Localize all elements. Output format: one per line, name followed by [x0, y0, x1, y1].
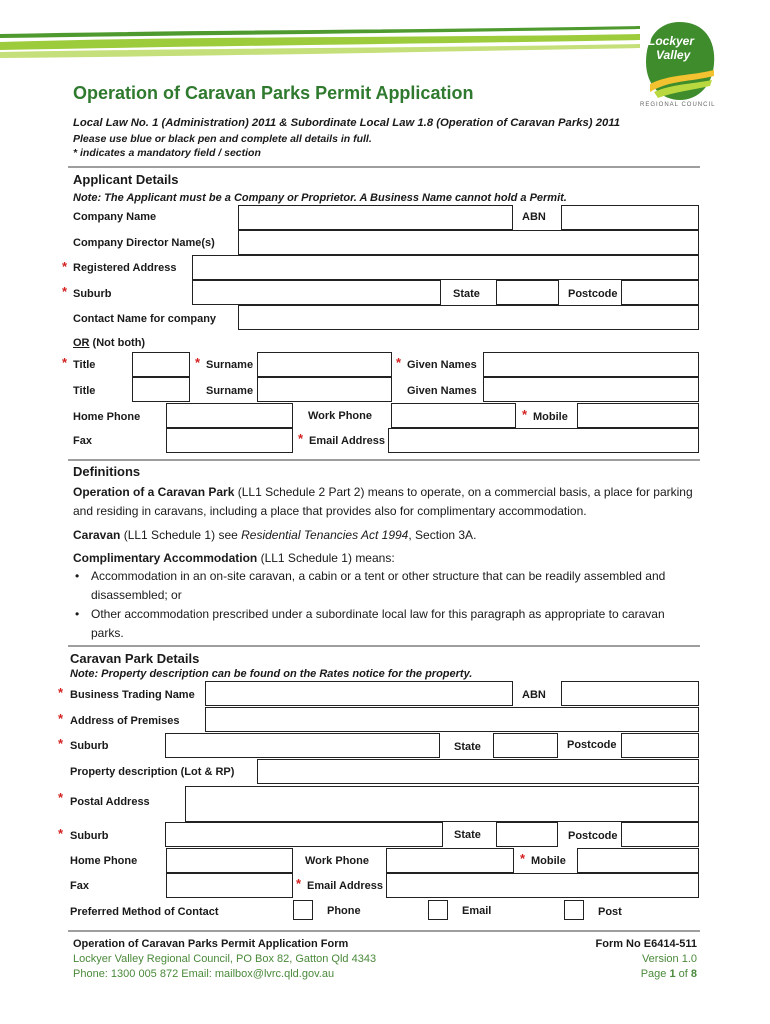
label-park-postcode: Postcode [567, 739, 617, 751]
label-park-work-phone: Work Phone [305, 855, 369, 867]
surname-2-input[interactable] [257, 377, 392, 402]
label-given-1: Given Names [407, 359, 477, 371]
label-business-name: Business Trading Name [70, 689, 195, 701]
or-suffix: (Not both) [89, 337, 146, 349]
bullet-dot: • [75, 569, 80, 583]
state-input[interactable] [496, 280, 559, 305]
logo-subtitle: REGIONAL COUNCIL [640, 102, 716, 108]
footer-address: Lockyer Valley Regional Council, PO Box 82, Gatton Qld 4343 [73, 953, 377, 965]
required-marker: * [62, 355, 68, 370]
label-director: Company Director Name(s) [73, 237, 215, 249]
footer-page [641, 968, 697, 980]
label-postal-postcode: Postcode [568, 830, 618, 842]
contact-name-input[interactable] [238, 305, 699, 330]
park-abn-input[interactable] [561, 681, 699, 706]
definition-complimentary [73, 549, 693, 568]
definition-text: (LL1 Schedule 1) means: [257, 551, 395, 565]
label-park-home-phone: Home Phone [70, 855, 138, 867]
label-preferred-contact: Preferred Method of Contact [70, 906, 219, 918]
park-note: Note: Property description can be found on the Rates notice for the property. [70, 668, 473, 680]
postal-address-input[interactable] [185, 786, 699, 822]
definition-term: Complimentary Accommodation [73, 551, 258, 565]
footer-contact: Phone: 1300 005 872 Email: mailbox@lvrc.qld.gov.au [73, 968, 335, 980]
label-mobile: Mobile [533, 411, 568, 423]
required-marker: * [58, 736, 64, 751]
park-postcode-input[interactable] [621, 733, 699, 758]
work-phone-input[interactable] [391, 403, 516, 428]
label-title-2: Title [73, 385, 96, 397]
divider [68, 930, 700, 932]
fax-input[interactable] [166, 428, 293, 453]
label-postcode: Postcode [568, 288, 618, 300]
label-home-phone: Home Phone [73, 411, 141, 423]
bullet-2 [75, 605, 695, 643]
park-mobile-input[interactable] [577, 848, 699, 873]
park-fax-input[interactable] [166, 873, 293, 898]
postal-state-input[interactable] [496, 822, 558, 847]
or-not-both [73, 337, 145, 349]
required-marker: * [58, 790, 64, 805]
section-heading-park: Caravan Park Details [70, 651, 200, 666]
label-company-name: Company Name [73, 211, 157, 223]
footer-version: Version 1.0 [641, 953, 697, 965]
bullet-2-text: Other accommodation prescribed under a subordinate local law for this paragraph as appropriate to caravan parks. [91, 607, 665, 640]
required-marker: * [195, 355, 201, 370]
page-of: of [675, 968, 691, 980]
definition-text: (LL1 Schedule 1) see [120, 528, 242, 542]
label-park-fax: Fax [70, 880, 89, 892]
label-surname-2: Surname [206, 385, 254, 397]
label-opt-phone: Phone [327, 905, 361, 917]
email-checkbox[interactable] [428, 900, 448, 920]
required-marker: * [298, 431, 304, 446]
logo-line1: Lockyer [648, 34, 695, 48]
page-total: 8 [690, 968, 697, 980]
footer-form-number: Form No E6414-511 [595, 938, 697, 950]
required-marker: * [58, 711, 64, 726]
act-name: Residential Tenancies Act 1994 [241, 528, 409, 542]
label-postal-state: State [454, 829, 481, 841]
mandatory-note [73, 147, 261, 159]
divider [68, 459, 700, 461]
instruction-text: Please use blue or black pen and complete all details in full. [73, 133, 372, 145]
label-postal-address: Postal Address [70, 796, 150, 808]
label-park-suburb: Suburb [70, 740, 109, 752]
council-logo [640, 14, 760, 114]
bullet-dot: • [75, 607, 80, 621]
abn-input[interactable] [561, 205, 699, 230]
post-checkbox[interactable] [564, 900, 584, 920]
park-email-input[interactable] [386, 873, 699, 898]
label-park-state: State [454, 741, 481, 753]
business-name-input[interactable] [205, 681, 513, 706]
label-state: State [453, 288, 480, 300]
mobile-input[interactable] [577, 403, 699, 428]
label-park-email: Email Address [307, 880, 384, 892]
given-2-input[interactable] [483, 377, 699, 402]
label-property-description: Property description (Lot & RP) [70, 766, 235, 778]
label-given-2: Given Names [407, 385, 477, 397]
law-reference: Local Law No. 1 (Administration) 2011 & Subordinate Local Law 1.8 (Operation of Caravan Parks) 2011 [73, 117, 620, 129]
definition-caravan [73, 526, 693, 545]
bullet-1 [75, 567, 695, 605]
surname-1-input[interactable] [257, 352, 392, 377]
premises-address-input[interactable] [205, 707, 699, 732]
label-email: Email Address [309, 435, 386, 447]
section-heading-definitions: Definitions [73, 464, 141, 479]
label-park-abn: ABN [522, 689, 546, 701]
postal-postcode-input[interactable] [621, 822, 699, 847]
applicant-note: Note: The Applicant must be a Company or Proprietor. A Business Name cannot hold a Permit. [73, 192, 567, 204]
bullet-1-text: Accommodation in an on-site caravan, a cabin or a tent or other structure that can be readily assembled and disassembled; or [91, 569, 666, 602]
label-title-1: Title [73, 359, 96, 371]
director-input[interactable] [238, 230, 699, 255]
label-contact-name: Contact Name for company [73, 313, 217, 325]
section-heading-applicant: Applicant Details [73, 172, 179, 187]
definition-operation [73, 483, 693, 521]
page-title: Operation of Caravan Parks Permit Application [73, 83, 474, 103]
label-suburb: Suburb [73, 288, 112, 300]
title-1-input[interactable] [132, 352, 190, 377]
property-description-input[interactable] [257, 759, 699, 784]
divider [68, 166, 700, 168]
suburb-input[interactable] [192, 280, 441, 305]
phone-checkbox[interactable] [293, 900, 313, 920]
postcode-input[interactable] [621, 280, 699, 305]
page-prefix: Page [640, 968, 670, 980]
required-marker: * [522, 407, 528, 422]
label-fax: Fax [73, 435, 92, 447]
required-marker: * [58, 685, 64, 700]
label-premises-address: Address of Premises [70, 715, 180, 727]
definition-text: (LL1 Schedule 2 Part 2) means to operate, on a commercial basis, a place for parking and residing in caravans, including a place that provides also for complimentary accommodation. [73, 485, 693, 518]
label-abn: ABN [522, 211, 546, 223]
park-suburb-input[interactable] [165, 733, 440, 758]
required-marker: * [62, 284, 68, 299]
definition-term: Operation of a Caravan Park [73, 485, 235, 499]
given-1-input[interactable] [483, 352, 699, 377]
label-surname-1: Surname [206, 359, 254, 371]
required-marker: * [296, 876, 302, 891]
label-work-phone: Work Phone [308, 410, 372, 422]
label-postal-suburb: Suburb [70, 830, 109, 842]
company-name-input[interactable] [238, 205, 513, 230]
divider [68, 645, 700, 647]
required-marker: * [520, 851, 526, 866]
definition-text: , Section 3A. [408, 528, 477, 542]
park-state-input[interactable] [493, 733, 558, 758]
logo-line2: Valley [656, 48, 691, 62]
label-park-mobile: Mobile [531, 855, 566, 867]
mandatory-note-text: * indicates a mandatory field / section [73, 147, 261, 159]
page-current: 1 [669, 968, 676, 980]
registered-address-input[interactable] [192, 255, 699, 280]
postal-suburb-input[interactable] [165, 822, 443, 847]
footer-form-name: Operation of Caravan Parks Permit Application Form [73, 938, 349, 950]
required-marker: * [62, 259, 68, 274]
or-text: OR [73, 337, 90, 349]
label-registered-address: Registered Address [73, 262, 177, 274]
definition-term: Caravan [73, 528, 121, 542]
park-work-phone-input[interactable] [386, 848, 514, 873]
label-opt-post: Post [598, 906, 622, 918]
park-home-phone-input[interactable] [166, 848, 293, 873]
required-marker: * [58, 826, 64, 841]
label-opt-email: Email [462, 905, 492, 917]
title-2-input[interactable] [132, 377, 190, 402]
home-phone-input[interactable] [166, 403, 293, 428]
required-marker: * [396, 355, 402, 370]
email-input[interactable] [388, 428, 699, 453]
